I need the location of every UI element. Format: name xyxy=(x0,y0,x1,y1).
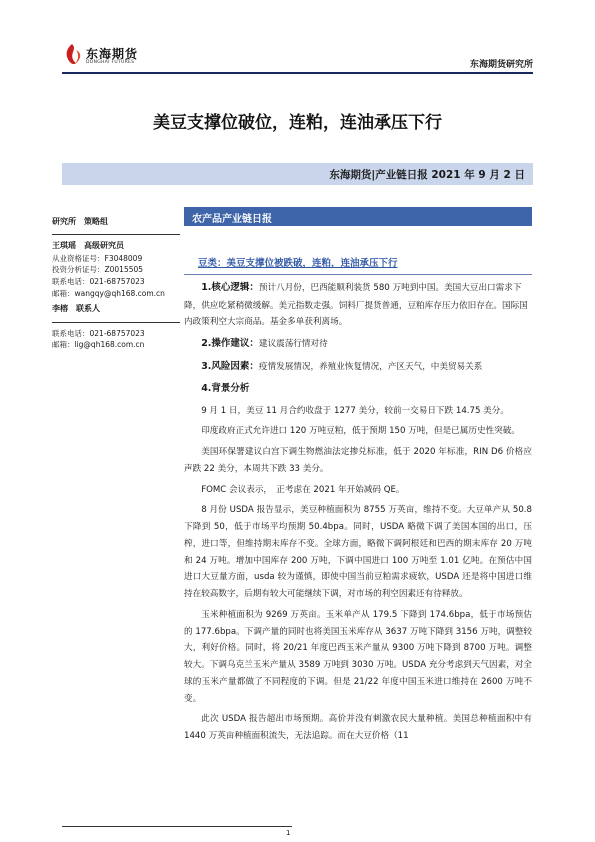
donghai-logo xyxy=(62,43,150,73)
author-sidebar xyxy=(52,216,180,351)
body-paragraph: 9 月 1 日，美豆 11 月合约收盘于 1277 美分，较前一交易日下跌 14.75 美分。 xyxy=(201,405,509,416)
analyst-name: 王琪瑶 高级研究员 xyxy=(52,241,124,251)
body-paragraph: 印度政府正式允许进口 120 万吨豆粕，低于预期 150 万吨，但是已属历史性突破。 xyxy=(201,426,520,437)
section-title: 农产品产业链日报 xyxy=(192,214,272,225)
item-text: 疫情发展情况，养殖业恢复情况，产区天气，中美贸易关系 xyxy=(258,361,483,372)
body-paragraph: 玉米种植面积为 9269 万英亩。玉米单产从 179.5 下降到 174.6bpa，低于市场预估的 177.6bpa。下调产量的同时也将美国玉米库存从 3637 万吨下降到 3156 万吨，调整较大，利好价格。同时，将 20/21 年度巴西玉米产量从 9300 万吨下降到 8700 万吨。调整较大。下调乌克兰玉米产量从 3589 万吨到 3030 万吨。USDA 充分考虑到天气因素，对全球的玉米产量都做了不同程度的下调。但是 21/22 年度中国玉米进口维持在 2600 万吨不变。 xyxy=(184,609,532,704)
report-date-label: 东海期货|产业链日报 2021 年 9 月 2 日 xyxy=(329,169,525,181)
body-paragraph: 美国环保署建议白宫下调生物燃油法定掺兑标准，低于 2020 年标准，RIN D6 价格应声跌 22 美分，本周共下跌 33 美分。 xyxy=(184,447,532,474)
sidebar-divider xyxy=(52,234,180,235)
core-logic-item xyxy=(184,279,532,331)
operation-advice-item xyxy=(184,335,532,354)
body-paragraph: FOMC 会议表示， 正考虑在 2021 年开始减码 QE。 xyxy=(201,484,405,495)
item-label: 4.背景分析 xyxy=(201,383,250,395)
subsection-rule xyxy=(184,274,532,275)
report-date-bar xyxy=(62,163,533,185)
donghai-logo-icon xyxy=(62,43,82,67)
logo-text-en: DONGHAI FUTURES xyxy=(86,60,135,65)
team-label: 研究所 策略组 xyxy=(52,217,108,226)
footer-rule xyxy=(62,826,292,827)
item-label: 3.风险因素： xyxy=(201,360,259,372)
risk-factors-item xyxy=(184,358,532,377)
sidebar-divider xyxy=(52,322,180,323)
background-analysis-item xyxy=(184,380,532,399)
report-title: 美豆支撑位破位，连粕，连油承压下行 xyxy=(153,113,442,133)
contact-name: 李榕 联系人 xyxy=(52,304,100,314)
main-content xyxy=(184,207,532,749)
analyst-phone: 联系电话：021-68757023 xyxy=(52,277,145,287)
section-header xyxy=(184,207,532,226)
analyst-qualification: 从业资格证号：F3048009 xyxy=(52,253,143,263)
subsection-title: 豆类：美豆支撑位被跌破，连粕，连油承压下行 xyxy=(198,258,398,269)
item-label: 2.操作建议： xyxy=(201,338,259,350)
institute-label: 东海期货研究所 xyxy=(469,60,533,70)
logo-text-cn: 东海期货 xyxy=(86,47,139,61)
analyst-investment-license: 投资分析证号：Z0015505 xyxy=(52,265,144,275)
contact-phone: 联系电话：021-68757023 xyxy=(52,328,145,338)
item-text: 建议震荡行情对待 xyxy=(258,339,328,350)
header-rule xyxy=(62,72,533,74)
report-body xyxy=(184,279,532,745)
item-text: 预计八月份，巴西能顺利装货 580 万吨到中国。美国大豆出口需求下降，供应吃紧稍微缓解。美元指数走强。饲料厂提货普通，豆粕库存压力依旧存在。国际国内政策利空大宗商品。基金多单获利离场。 xyxy=(184,283,528,328)
contact-email: 邮箱：lig@qh168.com.cn xyxy=(52,340,145,350)
page-number: 1 xyxy=(286,829,291,837)
body-paragraph: 8 月份 USDA 报告显示，美豆种植面积为 8755 万英亩，维持不变。大豆单产从 50.8 下降到 50，低于市场平均预期 50.4bpa。同时，USDA 略微下调了美国本国的出口，压榨，进口等，但维持期末库存不变。全球方面，略微下调阿根廷和巴西的期末库存 20 万吨和 24 万吨。增加中国库存 200 万吨，下调中国进口 100 万吨至 1.01 亿吨。在预估中国进口大豆量方面，usda 较为谨慎，即使中国当前豆粕需求疲软，USDA 还是将中国进口维持在较高数字，后期有较大可能继续下调，对市场的利空因素还有待释放。 xyxy=(184,505,532,600)
item-label: 1.核心逻辑： xyxy=(201,282,259,293)
analyst-email: 邮箱：wangqy@qh168.com.cn xyxy=(52,288,165,298)
body-paragraph: 此次 USDA 报告超出市场预期。高价并没有刺激农民大量种植。美国总种植面积中有 1440 万英亩种植面积流失，无法追踪。而在大豆价格（11 xyxy=(184,714,532,742)
